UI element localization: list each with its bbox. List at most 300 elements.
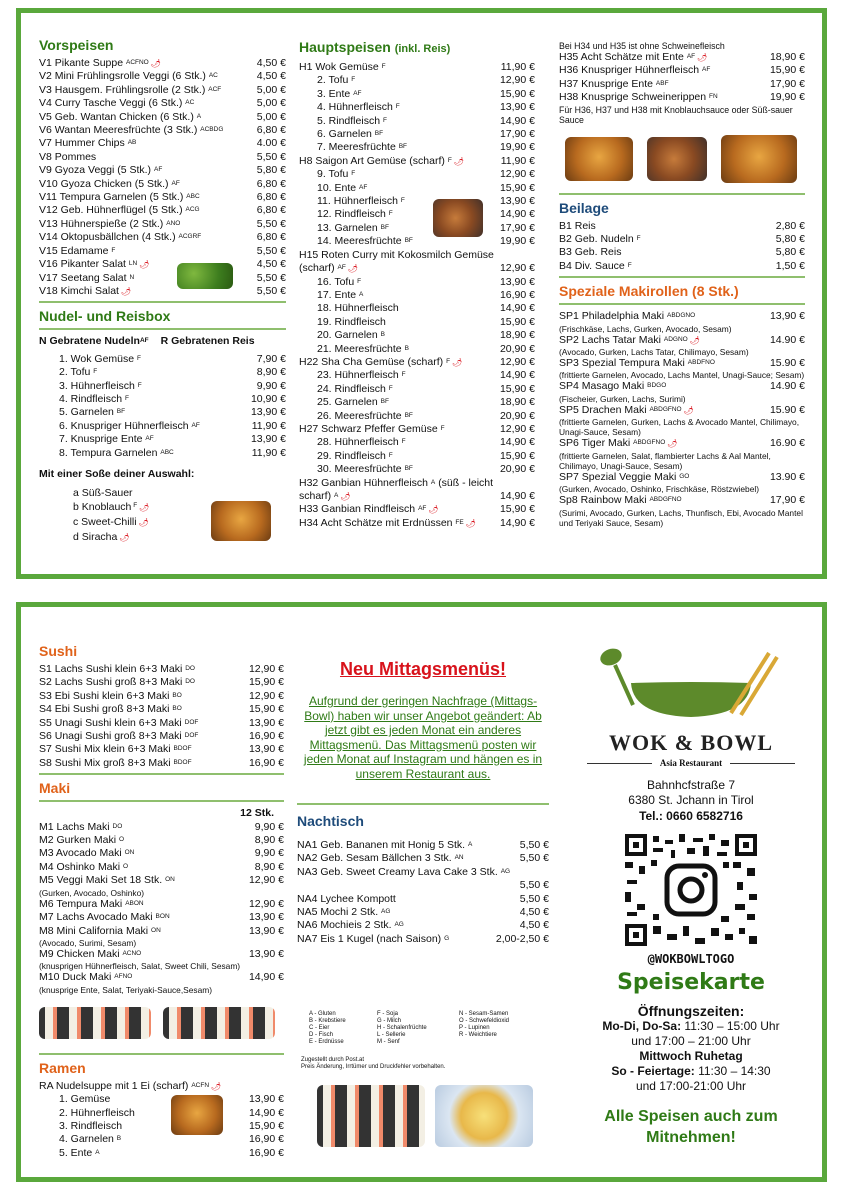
menu-item-name	[297, 919, 516, 932]
menu-item-label: SP5 Drachen Maki	[559, 403, 647, 416]
menu-item	[559, 380, 805, 393]
menu-item-price: 17,90 €	[769, 77, 805, 90]
menu-item	[299, 343, 535, 356]
menu-item-label: V3 Hausgem. Frühlingsrolle (2 Stk.)	[39, 83, 206, 96]
menu-item-name	[297, 906, 516, 919]
allergen-code: F	[388, 384, 393, 392]
menu-item-name	[39, 948, 245, 961]
lunch-text: Aufgrund der geringen Nachfrage (Mittags-Bowl) haben wir unser Angebot geändert: Ab jetzt gibt es jeden Monat ein anderes Mittagsmenü. Das Mittagsmenü posten wir jeden Monat auf Instagram und hängen es in unserem Restaurant aus.	[303, 694, 543, 781]
allergen-code: F	[93, 368, 98, 376]
menu-item-name	[559, 64, 766, 77]
menu-item-name	[39, 84, 253, 97]
menu-item-name	[299, 302, 496, 315]
allergen-code: ABDFNO	[687, 359, 715, 367]
menu-item	[39, 406, 286, 419]
menu-item-price: 14.90 €	[769, 333, 805, 346]
menu-item	[39, 272, 286, 285]
menu-item-price: 15,90 €	[248, 676, 284, 689]
menu-item-price: 6,80 €	[256, 177, 286, 190]
menu-item	[39, 1120, 284, 1133]
menu-item	[297, 879, 549, 892]
menu-item	[39, 1133, 284, 1146]
menu-page-back	[16, 602, 827, 1182]
allergen-code: AG	[394, 921, 404, 929]
menu-item	[297, 839, 549, 852]
menu-item-name	[299, 61, 497, 74]
menu-item	[299, 329, 535, 342]
menu-item-name	[39, 703, 245, 716]
menu-item-name	[39, 97, 253, 110]
allergen-code: A	[430, 478, 436, 486]
allergen-code: AC	[185, 99, 195, 107]
menu-item-price: 18,90 €	[499, 396, 535, 409]
chili-icon: 🌶	[138, 517, 149, 527]
menu-item-label: 17. Ente	[317, 288, 357, 301]
menu-item-name	[39, 380, 253, 393]
menu-item	[559, 260, 805, 273]
chili-icon: 🌶	[347, 264, 358, 274]
menu-item	[299, 249, 535, 262]
menu-item	[299, 168, 535, 181]
menu-item-label: H27 Schwarz Pfeffer Gemüse	[299, 422, 438, 435]
menu-item	[299, 141, 535, 154]
menu-item-description: (frittierte Garnelen, Salat, flambierter Lachs & Aal Mantel, Chilimayo, Unagi-Sauce, Sesam)	[559, 450, 771, 471]
menu-item	[559, 404, 805, 417]
menu-item-price: 12,90 €	[248, 663, 284, 675]
column-restaurant-info	[581, 643, 801, 1148]
makirollen-title: Speziale Makirollen (8 Stk.)	[559, 283, 739, 300]
allergen-code: AF	[353, 89, 362, 97]
menu-item-price: 13,90 €	[499, 195, 535, 208]
chili-icon: 🌶	[119, 532, 130, 542]
nudel-title: Nudel- und Reisbox	[39, 308, 171, 325]
menu-item-name	[299, 88, 496, 101]
menu-item-label: 10. Ente	[317, 181, 357, 194]
menu-item-name	[559, 471, 766, 484]
menu-item-name	[297, 893, 516, 906]
menu-item	[299, 61, 535, 74]
allergen-code: ABDGFNO	[633, 439, 666, 447]
menu-item-price: 5,50 €	[519, 852, 549, 865]
menu-item-label: H38 Knusprige Schweinerippen	[559, 91, 707, 104]
ribs-photo	[721, 135, 797, 183]
street: Bahnhcfstraße 7	[646, 778, 736, 792]
menu-item-name	[39, 676, 245, 689]
menu-item	[559, 471, 805, 484]
menu-item-label: 19. Rindfleisch	[317, 315, 386, 328]
menu-item	[559, 494, 805, 507]
allergen-code: F	[124, 394, 129, 402]
allergen-code: AF	[145, 435, 154, 443]
allergen-code: F	[388, 210, 393, 218]
menu-item-price: 13,90 €	[248, 743, 284, 756]
menu-item-name	[39, 151, 253, 164]
divider	[730, 763, 795, 764]
menu-item-label: 6. Knuspriger Hühnerfleisch	[59, 419, 189, 432]
maki-count: 12 Stk.	[240, 807, 274, 820]
ramen-head: RA Nudelsuppe mit 1 Ei (scharf) $^{ACFN}$ 🌶	[39, 1079, 222, 1092]
allergen-code: FE	[455, 518, 464, 526]
menu-item-price: 18,90 €	[499, 329, 535, 342]
menu-item-price: 16,90 €	[248, 1133, 284, 1146]
allergen-code: F	[351, 170, 356, 178]
menu-item-label: 29. Rindfleisch	[317, 449, 386, 462]
menu-item-label: S8 Sushi Mix groß 8+3 Maki	[39, 756, 171, 769]
hours-row-5: und 17:00-21:00 Uhr	[635, 1079, 747, 1093]
menu-item-name	[39, 821, 251, 834]
menu-item-label: Sp8 Rainbow Maki	[559, 494, 647, 507]
menu-item-price: 4,50 €	[256, 57, 286, 69]
menu-item-label: 6. Garnelen	[317, 128, 372, 141]
hours-title: Öffnungszeiten:	[637, 1003, 745, 1019]
wok-bowl-logo	[581, 643, 801, 743]
menu-item-price: 15.90 €	[769, 357, 805, 370]
menu-title: Speisekarte	[617, 970, 765, 995]
menu-item-name	[299, 289, 496, 302]
menu-item-price: 7,90 €	[256, 352, 286, 365]
menu-item-label: SP4 Masago Maki	[559, 380, 645, 393]
menu-item-label: B1 Reis	[559, 219, 596, 232]
menu-item-label: 3. Rindfleisch	[59, 1119, 123, 1132]
menu-item-name	[299, 503, 496, 516]
menu-item-price: 14.90 €	[769, 380, 805, 393]
menu-item-price: 4,50 €	[256, 258, 286, 271]
menu-item-name	[299, 74, 496, 87]
menu-item-label: V1 Pikante Suppe	[39, 57, 124, 69]
menu-item	[559, 310, 805, 323]
allergen-code: BF	[404, 237, 413, 245]
instagram-qr-code[interactable]	[623, 832, 759, 948]
menu-item-label: 24. Rindfleisch	[317, 382, 386, 395]
menu-item-price: 17,90 €	[499, 221, 535, 234]
menu-item-price: 15,90 €	[499, 382, 535, 395]
menu-item-name	[39, 406, 247, 419]
crispy-list	[559, 51, 805, 105]
menu-item-name	[559, 246, 772, 259]
menu-item-name	[39, 447, 248, 460]
menu-item-price: 2,80 €	[775, 219, 805, 232]
menu-item-name	[299, 141, 496, 154]
allergen-legend-item: F - Soja	[377, 1011, 399, 1017]
menu-item-price: 14,90 €	[499, 114, 535, 127]
allergen-code: ABDGFNO	[649, 405, 682, 413]
menu-item-label: M10 Duck Maki	[39, 971, 112, 984]
menu-item-label: 2. Hühnerfleisch	[59, 1106, 135, 1119]
menu-item-label: 2. Tofu	[317, 74, 349, 87]
menu-item-label: M2 Gurken Maki	[39, 834, 117, 847]
menu-item	[39, 57, 286, 70]
menu-item-price: 5,50 €	[256, 244, 286, 257]
menu-item-label: 2. Tofu	[59, 366, 91, 379]
menu-item-name	[39, 1147, 245, 1160]
menu-item-label: NA1 Geb. Bananen mit Honig 5 Stk.	[297, 839, 466, 851]
menu-item-name	[299, 450, 496, 463]
menu-item	[39, 231, 286, 244]
menu-item-name	[39, 911, 245, 924]
menu-item-price: 4,50 €	[519, 906, 549, 919]
spoon-icon	[598, 646, 624, 669]
menu-item	[559, 357, 805, 370]
menu-item	[299, 369, 535, 382]
menu-item-price: 12,90 €	[248, 897, 284, 910]
menu-item-label: 13. Garnelen	[317, 221, 378, 234]
menu-item-label: B4 Div. Sauce	[559, 259, 625, 272]
lunch-title: Neu Mittagsmenüs!	[339, 659, 507, 679]
instagram-handle[interactable]: @WOKBOWLTOGO	[647, 952, 735, 966]
menu-item	[297, 919, 549, 932]
nudel-header	[39, 335, 286, 348]
menu-item-price: 8,90 €	[254, 860, 284, 873]
menu-item	[39, 433, 286, 446]
menu-item-price: 14,90 €	[499, 516, 535, 529]
allergen-code: BF	[404, 411, 413, 419]
menu-item	[559, 51, 805, 64]
menu-item	[39, 847, 284, 860]
menu-item	[299, 155, 535, 168]
menu-item-name	[299, 490, 496, 503]
tagline: Asia Restaurant	[659, 758, 723, 768]
allergen-code: ON	[124, 849, 135, 857]
menu-item-price: 16,90 €	[499, 288, 535, 301]
menu-item-name	[299, 423, 496, 436]
takeaway-note: Alle Speisen auch zum Mitnehmen!	[604, 1108, 778, 1146]
ramen-photo	[171, 1095, 223, 1135]
menu-item-price: 17,90 €	[499, 128, 535, 141]
menu-item	[299, 450, 535, 463]
allergen-legend-item: G - Milch	[377, 1018, 401, 1024]
menu-item	[559, 91, 805, 104]
menu-item-name	[299, 517, 496, 530]
menu-item-price: 19,90 €	[769, 91, 805, 104]
menu-item	[39, 948, 284, 961]
nachtisch-title: Nachtisch	[297, 813, 364, 829]
menu-item-name	[39, 137, 253, 150]
allergen-code: LN	[128, 260, 138, 268]
menu-item	[39, 151, 286, 164]
menu-item-description: (Gurken, Avocado, Oshinko, Frischkäse, Röstzwiebel)	[559, 484, 759, 495]
menu-item-label: 18. Hühnerfleisch	[317, 302, 399, 315]
menu-item	[299, 88, 535, 101]
menu-item-price: 5,50 €	[519, 839, 549, 851]
menu-item	[39, 204, 286, 217]
sauce-label: d Siracha	[73, 530, 118, 543]
menu-item-label: 9. Tofu	[317, 168, 349, 181]
menu-item-name	[39, 717, 245, 730]
menu-item-label: 3. Hühnerfleisch	[59, 379, 135, 392]
menu-item	[39, 663, 284, 676]
menu-item-label: scharf)	[299, 490, 332, 502]
column-specials	[559, 41, 805, 528]
nachtisch-list	[297, 839, 549, 946]
menu-item-price: 12,90 €	[499, 74, 535, 87]
menu-item-label: NA6 Mochieis 2 Stk.	[297, 919, 392, 932]
ramen-title: Ramen	[39, 1059, 86, 1076]
menu-item-description: (Frischkäse, Lachs, Gurken, Avocado, Sesam)	[559, 323, 732, 334]
allergen-col-3	[459, 1011, 539, 1039]
menu-item-name	[39, 124, 253, 137]
allergen-code: AC	[208, 72, 218, 80]
menu-item	[39, 285, 286, 298]
menu-item-price: 12,90 €	[499, 262, 535, 275]
allergen-code: F	[131, 501, 138, 509]
allergen-code: BO	[172, 691, 182, 699]
menu-item-name	[559, 310, 766, 323]
menu-item	[39, 420, 286, 433]
allergen-code: F	[351, 76, 356, 84]
menu-item-price: 5,50 €	[256, 150, 286, 163]
menu-item	[39, 690, 284, 703]
menu-item	[297, 933, 549, 946]
menu-item-name	[39, 366, 253, 379]
menu-item-name	[559, 380, 766, 393]
allergen-code: F	[401, 438, 406, 446]
menu-item-name	[559, 334, 766, 347]
allergen-legend-item: D - Fisch	[309, 1032, 333, 1038]
menu-item	[39, 730, 284, 743]
allergen-code: F	[381, 63, 386, 70]
menu-item-price: 20,90 €	[499, 342, 535, 355]
menu-item-label: S6 Unagi Sushi groß 8+3 Maki	[39, 730, 182, 743]
menu-item-price: 13,90 €	[248, 1093, 284, 1106]
maki-title: Maki	[39, 780, 71, 797]
menu-item-label: H35 Acht Schätze mit Ente	[559, 51, 684, 63]
menu-item	[39, 743, 284, 756]
allergen-code: A	[468, 841, 473, 848]
menu-item-name	[299, 182, 496, 195]
nudel-header-r: R Gebratenen Reis	[160, 335, 255, 348]
allergen-code: BO	[172, 705, 182, 713]
sauce-title: Mit einer Soße deiner Auswahl:	[39, 467, 195, 480]
menu-item-label: 25. Garnelen	[317, 396, 378, 409]
column-starters	[39, 37, 286, 545]
chili-icon: 🌶	[150, 59, 161, 68]
allergen-code: DO	[185, 678, 195, 686]
allergen-code: F	[357, 277, 362, 285]
menu-item-label: V11 Tempura Garnelen (5 Stk.)	[39, 191, 184, 204]
allergen-code: BDOF	[173, 745, 192, 753]
menu-item-label: 30. Meeresfrüchte	[317, 463, 402, 476]
sauce-label: c Sweet-Chilli	[73, 515, 137, 528]
menu-item-price: 18,90 €	[769, 51, 805, 63]
allergen-col-2	[377, 1011, 447, 1046]
menu-item	[39, 245, 286, 258]
menu-item	[299, 182, 535, 195]
menu-item-price: 11,90 €	[251, 446, 286, 459]
menu-item-name	[39, 898, 245, 911]
menu-item-price: 4,50 €	[256, 70, 286, 83]
allergen-code: BF	[116, 408, 126, 416]
allergen-code: ON	[165, 876, 175, 884]
divider	[39, 301, 286, 303]
menu-item-label: 12. Rindfleisch	[317, 208, 386, 221]
menu-item-label: 5. Garnelen	[59, 406, 114, 419]
menu-item-label: 23. Hühnerfleisch	[317, 369, 399, 382]
menu-item-name	[559, 78, 766, 91]
chili-icon: 🌶	[120, 286, 132, 296]
menu-item-description: (Gurken, Avocado, Oshinko)	[39, 887, 145, 898]
menu-item-price: 4,50 €	[519, 919, 549, 932]
menu-item	[299, 463, 535, 476]
fried-noodles-photo	[211, 501, 271, 541]
menu-item	[299, 74, 535, 87]
menu-item-label: V5 Geb. Wantan Chicken (6 Stk.)	[39, 110, 194, 123]
menu-item	[297, 852, 549, 865]
menu-item	[299, 235, 535, 248]
menu-item-name	[297, 933, 492, 946]
menu-item-label: M6 Tempura Maki	[39, 897, 123, 910]
sushi-platter-photo	[317, 1085, 425, 1147]
menu-item-price: 13,90 €	[769, 310, 805, 323]
chili-icon: 🌶	[453, 156, 464, 166]
menu-item-name	[559, 404, 766, 417]
divider	[39, 800, 284, 802]
allergen-code: ACG	[185, 206, 200, 214]
menu-item-price: 12,90 €	[499, 168, 535, 181]
menu-item-price: 11,90 €	[251, 419, 286, 432]
menu-item-price: 15,90 €	[248, 703, 284, 716]
divider	[297, 803, 549, 805]
sushi-title: Sushi	[39, 643, 78, 659]
chili-icon: 🌶	[139, 502, 150, 512]
hours-row-4: So - Feiertage: 11:30 – 14:30	[611, 1064, 771, 1078]
allergen-code: AF	[337, 264, 346, 272]
allergen-code: DOF	[184, 732, 199, 740]
menu-item-price: 5,00 €	[256, 110, 286, 123]
menu-item-label: V13 Hühnerspieße (2 Stk.)	[39, 217, 164, 230]
menu-item-name	[39, 191, 253, 204]
menu-item-name	[39, 393, 247, 406]
menu-item	[39, 124, 286, 137]
menu-item	[299, 423, 535, 436]
menu-item	[39, 1107, 284, 1120]
menu-item-price: 5,00 €	[256, 97, 286, 110]
menu-item	[39, 97, 286, 110]
menu-item-name	[299, 410, 496, 423]
allergen-code: ADGNO	[663, 335, 688, 343]
menu-item-price: 9,90 €	[256, 379, 286, 392]
menu-item-label: V2 Mini Frühlingsrolle Veggi (6 Stk.)	[39, 70, 206, 83]
menu-item	[299, 396, 535, 409]
menu-item	[299, 356, 535, 369]
sauce-option	[73, 486, 286, 500]
tagline-row	[587, 758, 795, 768]
allergen-code: BF	[380, 398, 389, 406]
chili-icon: 🌶	[667, 439, 678, 449]
menu-item	[39, 1147, 284, 1160]
menu-item-label: M8 Mini California Maki	[39, 924, 149, 937]
allergen-code: B	[380, 331, 385, 339]
allergen-legend-item: L - Sellerie	[377, 1032, 406, 1038]
menu-item-name	[299, 115, 496, 128]
allergen-legend-item: P - Lupinen	[459, 1025, 490, 1031]
menu-item-price: 17,90 €	[769, 494, 805, 507]
crispy-chicken-photo	[647, 137, 707, 181]
allergen-code: GO	[679, 472, 690, 480]
allergen-code: AN	[454, 854, 464, 862]
menu-item-label: NA7 Eis 1 Kugel (nach Saison)	[297, 932, 442, 945]
menu-item	[299, 289, 535, 302]
menu-item-label: H32 Ganbian Hühnerfleisch	[299, 476, 428, 489]
column-lunch-dessert	[297, 659, 549, 946]
menu-item-price: 6,80 €	[256, 124, 286, 137]
allergen-code: ABDGFNO	[649, 496, 682, 504]
column-main-dishes	[299, 39, 535, 530]
sushi-list	[39, 663, 284, 770]
hours-row-3: Mittwoch Ruhetag	[639, 1049, 743, 1063]
menu-item-price: 12,90 €	[248, 874, 284, 887]
menu-item-name	[299, 369, 496, 382]
allergen-code: F	[382, 116, 387, 124]
